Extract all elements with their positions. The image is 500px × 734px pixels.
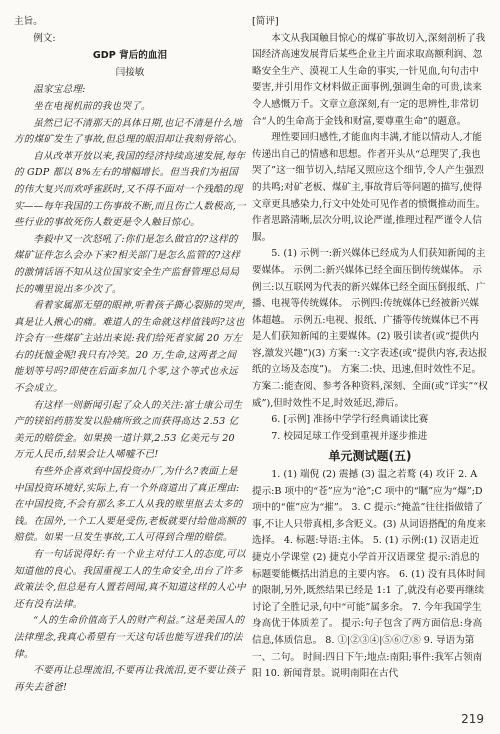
answer-block: 7. 校园足球工作受到重视并逐步推进 <box>271 430 428 442</box>
paragraph: 自从改革开放以来,我国的经济持续高速发展,每年的 GDP 都以 8%左右的增幅增长。但当我们为祖国的伟大复兴而欢呼雀跃时,又不得不面对一个残酷的现实——每年我国的工伤事故不断,而且伤亡人数极高,一些行业的事故死伤人数更是令人触目惊心。 <box>14 150 246 229</box>
theme-text: 理性要回归感性,才能血肉丰满,才能以情动人,才能传递出自己的情感和思想。作者开头从“总理哭了,我也哭了”这一细节切入,结尾又照应这个细节,令人产生强烈的共鸣;对矿老板、煤矿主,事故背后等问题的描写,使得文章更具感染力,行文中处处可见作者的愤慨推动而生。作者思路清晰,层次分明,议论严谨,推理过程严谨令人信服。 <box>252 132 486 243</box>
answer-block: 5. (1) 示例一:新兴媒体已经成为人们获知新闻的主要媒体。 示例二:新兴媒体已经全面压倒传统媒体。 示例三:以互联网为代表的新兴媒体已经全面压倒报纸、广播、电视等传统媒体。 示例四:传统媒体已经被新兴媒体超越。 示例五:电视、报纸、广播等传统媒体已不再是人们获知新闻的主要媒体。(2) 吸引读者(或“提供内容,激发兴趣”)(3) 方案一:文字表述(或“提供内容,表达报纸的立场及态度”)。 方案二:快、迅速,但时效性不足。 方案二:能查阅、参考各种资料,深刻、全面(或“详实”“权威”),但时效性不足,时效延迟,滞后。 <box>252 248 488 409</box>
review-text: 本文从我国触目惊心的煤矿事故切入,深刻剖析了我国经济高速发展背后某些企业主片面求取高额利润、忽略安全生产、漠视工人生命的事实,一针见血,句句击中要害,并引用作文材料做正面事例,强调生命的可贵,读来令人感慨万千。文章立意深刻,有一定的思辨性,非常切合“人的生命高于金钱和财富,要尊重生命”的题意。 <box>252 32 486 127</box>
paragraph: “人的生命价值高于人的财产利益。”这是美国人的法律理念,我真心希望有一天这句话也能写进我们的法律。 <box>14 615 245 660</box>
essay-author: 闫接敏 <box>115 66 145 78</box>
paragraph: 李毅中又一次怒吼了:你们是怎么做官的?这样的煤矿证件怎么会办下来?相关部门是怎么监管的?这样的激情话语不知从这位国家安全生产监督管理总局局长的嘴里说出多少次了。 <box>14 233 241 295</box>
text-line: 例文: <box>33 32 56 44</box>
page-number: 219 <box>461 712 484 726</box>
paragraph: 温家宝总理: <box>33 84 86 96</box>
essay-body <box>14 82 246 696</box>
review-label: [简评] <box>252 16 279 27</box>
answer-block: 1. (1) 端倪 (2) 震撼 (3) 温之若鹜 (4) 攻讦 2. A 提示:B 项中的“苍”应为“沧”;C 项中的“瞩”应为“爆”;D 项中的“催”应为“摧”。 3. C 提示:“掩盖”往往指做错了事,不让人只带真相,多含贬义。(3) 从词语搭配的角度来选择。 4. 标题:导语:主体。 5. (1) 示例:(1) 汉语走近捷克小学课堂 (2) 捷克小学首开汉语课堂 提示:消息的标题要能概括出消息的主要内容。 6. (1) 没有具体时间的限制,另外,既然结果已经是 1:1 了,就没有必要再继续讨论了全胜记录,句中“可能”属多余。 7. 今年我国学生身高优于体质差了。 提示:句子包含了两方面信息:身高信息,体质信息。 8. ①|②③④|⑤⑥⑦⑧ 9. 导语为第一、二句。 时间:四日下午;地点:南阳;事件:我军占领南阳 10. 新闻背景。说明南阳在古代 <box>252 469 486 680</box>
paragraph: 看着家属那无望的眼神,听着孩子撕心裂肺的哭声,真是让人揪心的痛。难道人的生命就这样值钱吗?这也许会有一些煤矿主站出来说:我们给死者家属 20 万左右的抚恤金呢!我只有冷笑。20 万,生命,这两者之间能划等号吗?即使在后面多加几个零,这个等式也永远不会成立。 <box>14 300 246 395</box>
text-line: 主旨。 <box>14 16 43 27</box>
essay-title: GDP 背后的血泪 <box>92 50 168 62</box>
paragraph: 坐在电视机前的我也哭了。 <box>33 100 151 112</box>
paragraph: 有些外企喜欢到中国投资办厂,为什么?表面上是中国投资环境好,实际上,有一个外商道出了真正理由:在中国投资,不会有那么多工人从我的账里抠去太多的钱。在国外,一个工人要是受伤,老板就要付给他高额的赔偿。如果一旦发生事故,工人可得到合理的赔偿。 <box>14 466 246 544</box>
paragraph: 不要再让总理流泪,不要再让我流泪,更不要让孩子再失去爸爸! <box>14 665 246 693</box>
right-column <box>252 14 488 683</box>
paragraph: 虽然已记不清那天的具体日期,也记不清是什么地方的煤矿发生了事故,但总理的眼泪却让我刻骨铭心。 <box>14 117 243 146</box>
paragraph: 有这样一则新闻引起了众人的关注:富士康公司生产的镁铝药筋发发以脸痛所致之而获得高达 2.53 亿美元的赔偿金。如果换一道计算,2.53 亿美元与 20 万元人民币,结果会让人唏嘘不已! <box>14 399 243 461</box>
paragraph: 有一句话说得好:有一个业主对付工人的态度,可以知道他的良心。我国重视工人的生命安全,出台了许多政策法令,但总是有人置若罔闻,真不知道这样的人心中还有没有法律。 <box>14 549 246 610</box>
answer-block: 6. [示例] 准扬中学学行经典诵读比赛 <box>271 414 429 426</box>
section-title: 单元测试题(五) <box>328 449 412 464</box>
left-column <box>14 14 246 696</box>
